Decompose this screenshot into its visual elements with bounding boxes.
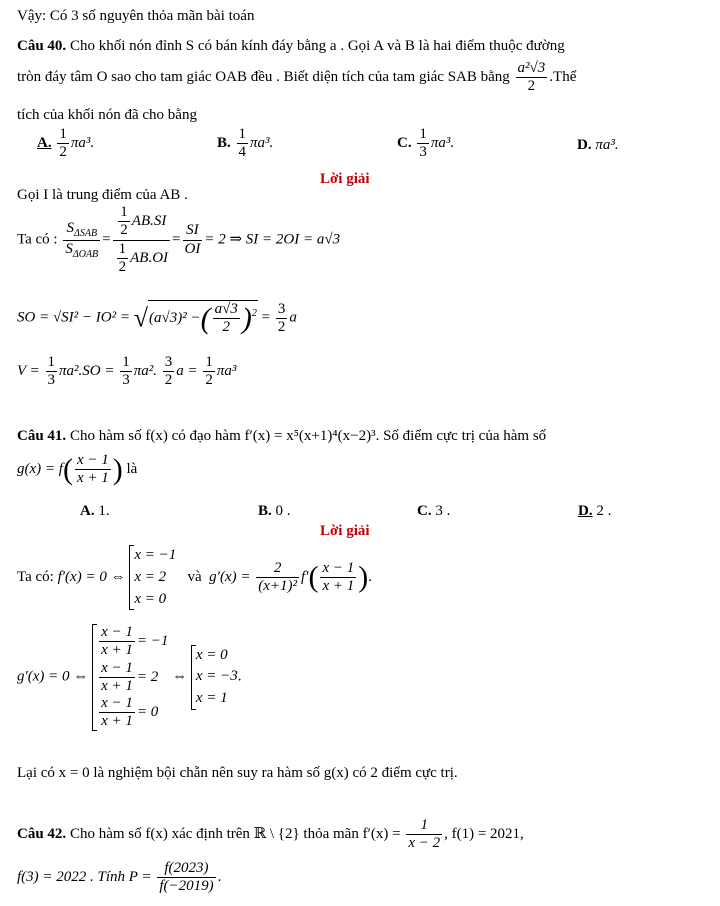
- root-system: [129, 545, 176, 610]
- question-42-text-1-tail: , f(1) = 2021,: [444, 826, 524, 843]
- option-41-b: [258, 502, 291, 520]
- oi: OI: [184, 240, 201, 257]
- g-pre: g(x) = f: [17, 461, 63, 478]
- gp-f: f′: [301, 569, 309, 586]
- option-letter: B.: [217, 135, 231, 152]
- so-tail-num: 3: [276, 301, 288, 319]
- half-den: 2: [118, 258, 127, 275]
- option-letter: C.: [417, 503, 432, 519]
- g-den: x + 1: [101, 713, 133, 730]
- root: x = 0: [134, 590, 167, 607]
- ta-co-label: Ta có:: [17, 569, 54, 586]
- p-den: f(−2019): [159, 878, 214, 895]
- gprime-system-line: g′(x) = 0 ⇔ $\frac{x - 1}{x + 1}$ = −1 $\frac{x - 1}{x + 1}$ = 2 $\frac{x - 1}{x + 1}$ = 0 ⇔ x = 0 x = −3 x = 1 .: [17, 624, 242, 730]
- frac-den: 3: [122, 372, 130, 389]
- so-tail-den: 2: [277, 318, 286, 335]
- solution-system: [191, 645, 238, 710]
- frac-num: 1: [46, 354, 58, 372]
- s-sab-sub: ΔSAB: [73, 228, 98, 239]
- area-ratio: [63, 220, 100, 260]
- question-42-text-1: Cho hàm số f(x) xác định trên ℝ \ {2} thỏa mãn f′(x) =: [69, 826, 401, 843]
- question-41-conclusion: Lại có x = 0 là nghiệm bội chẵn nên suy ra hàm số g(x) có 2 điểm cực trị.: [17, 765, 458, 781]
- fprime-system-line: Ta có: f′(x) = 0 ⇔ x = −1 x = 2 x = 0 và g′(x) = $\frac{2}{\text{(x+1)²}}$ f′( $\frac{x - 1}{x + 1}$ ).: [17, 545, 372, 610]
- option-letter: C.: [397, 135, 412, 152]
- question-40-line-2: [17, 60, 576, 96]
- frac-num: 1: [120, 354, 132, 372]
- question-40-text-2: tròn đáy tâm O sao cho tam giác OAB đều . Biết diện tích của tam giác SAB bằng: [17, 69, 510, 86]
- gp-num: 2: [256, 560, 299, 578]
- frac-den: 3: [47, 372, 56, 389]
- gprime-zero: g′(x) = 0 ⇔: [17, 668, 89, 685]
- half-den: 2: [120, 222, 128, 239]
- question-41-line-2: g(x) = f( $\frac{x - 1}{x + 1}$ ) là: [17, 452, 138, 487]
- so-pre: SO = √SI² − IO² =: [17, 309, 130, 326]
- and-word: và: [187, 569, 202, 586]
- g-num: x − 1: [99, 660, 135, 678]
- option-letter: A.: [37, 135, 52, 152]
- option-text: 2 .: [596, 503, 612, 519]
- option-tail: πa³.: [250, 135, 274, 152]
- question-40-label: Câu 40.: [17, 38, 67, 54]
- si-oi-ratio: [183, 222, 203, 258]
- solution-title-41: Lời giải: [320, 523, 370, 539]
- s-sab: S: [66, 220, 74, 236]
- g-num: x − 1: [99, 695, 135, 713]
- half-product-ratio: [113, 204, 170, 276]
- so-frac-num: a√3: [213, 301, 240, 319]
- option-den: 4: [238, 144, 247, 161]
- option-40-d: [577, 136, 619, 154]
- option-40-b: [217, 126, 273, 162]
- frac-den: 2: [205, 372, 213, 389]
- si-result: = 2 ⇒ SI = 2OI = a√3: [204, 231, 341, 248]
- option-letter: D.: [578, 503, 593, 519]
- half-num: 1: [118, 204, 130, 222]
- option-41-d: [578, 502, 611, 520]
- option-num: 1: [417, 126, 429, 144]
- option-tail: πa³.: [70, 135, 95, 152]
- gp-den: (x+1)²: [258, 578, 297, 595]
- question-42-label: Câu 42.: [17, 826, 67, 843]
- root: x = 2: [134, 568, 167, 585]
- frac-num: 1: [203, 354, 215, 372]
- option-40-a: [37, 126, 94, 162]
- ta-co-label: Ta có :: [17, 231, 58, 248]
- s-oab: S: [65, 240, 73, 257]
- question-40-line-1: [17, 37, 565, 55]
- solution-title-40: Lời giải: [320, 171, 370, 187]
- p-num: f(2023): [157, 860, 215, 878]
- question-40-text-2-tail: .Thể: [549, 69, 577, 86]
- area-numerator: a²√3: [516, 60, 548, 78]
- g-num: x − 1: [75, 452, 111, 470]
- sys-val: = −1: [136, 633, 169, 650]
- root: x = 1: [195, 690, 228, 707]
- question-42-line-1: [17, 817, 524, 853]
- frac-num: 3: [163, 354, 175, 372]
- s-oab-sub: ΔOAB: [72, 248, 99, 260]
- root: x = −3: [195, 668, 238, 685]
- question-42-line-2: [17, 860, 221, 896]
- ab-oi: AB.OI: [130, 249, 169, 266]
- si: SI: [183, 222, 203, 240]
- v-d: πa³: [216, 363, 237, 380]
- root: x = −1: [134, 547, 177, 563]
- option-text: 3 .: [435, 503, 451, 519]
- fp-num: 1: [406, 817, 442, 835]
- question-42-text-2-tail: .: [217, 869, 222, 886]
- option-text: 0 .: [275, 503, 291, 519]
- g-den: x + 1: [101, 677, 133, 694]
- option-tail: πa³.: [595, 137, 619, 153]
- g-num: x − 1: [320, 560, 356, 578]
- g-num: x − 1: [99, 624, 135, 642]
- sys-val: = 0: [136, 704, 159, 721]
- option-num: 1: [237, 126, 249, 144]
- option-num: 1: [57, 126, 69, 144]
- previous-answer-line: Vậy: Có 3 số nguyên thỏa mãn bài toán: [17, 8, 255, 24]
- v-a: πa².SO =: [59, 363, 115, 380]
- root: x = 0: [195, 646, 228, 663]
- v-pre: V =: [17, 363, 40, 380]
- volume-equation: [17, 354, 236, 390]
- frac-den: 2: [164, 372, 173, 389]
- option-letter: D.: [577, 137, 592, 153]
- g-den: x + 1: [76, 470, 109, 487]
- gprime-def: g′(x) =: [209, 569, 251, 586]
- so-equation: SO = √SI² − IO² = √(a√3)² −( $\frac{a√3}{2}$ )$^2$ = $\frac{3}{2}$ a: [17, 300, 297, 336]
- option-41-c: [417, 502, 450, 520]
- question-42-text-2: f(3) = 2022 . Tính P =: [17, 869, 152, 886]
- question-40-line-3: tích của khối nón đã cho bằng: [17, 107, 197, 123]
- option-41-a: [80, 502, 110, 520]
- option-den: 2: [59, 144, 67, 161]
- g-post: là: [126, 461, 138, 478]
- question-41-text-1: Cho hàm số f(x) có đạo hàm f′(x) = x⁵(x+1)⁴(x−2)³. Số điểm cực trị của hàm số: [69, 428, 547, 444]
- question-41-label: Câu 41.: [17, 428, 67, 444]
- g-den: x + 1: [322, 578, 355, 595]
- option-letter: A.: [80, 503, 95, 519]
- area-fraction: [516, 60, 548, 96]
- option-tail: πa³.: [430, 135, 455, 152]
- fp-den: x − 2: [408, 835, 441, 852]
- solution-40-line-1: Gọi I là trung điểm của AB .: [17, 187, 188, 203]
- sys-val: = 2: [136, 668, 159, 685]
- fprime-zero: f′(x) = 0 ⇔: [57, 569, 126, 586]
- area-denominator: 2: [527, 78, 536, 95]
- so-frac-den: 2: [222, 319, 230, 336]
- option-letter: B.: [258, 503, 272, 519]
- option-text: 1.: [98, 503, 110, 519]
- area-ratio-equation: Ta có : $\frac{S_{\Delta SAB}}{S_{\Delta OAB}}$ = $\frac{1}{2}$ AB.SI $\frac{1}{2}$ AB.OI = $\frac{SI}{OI}$ = 2 ⇒ SI = 2OI = a√3: [17, 204, 341, 275]
- v-c: a =: [176, 363, 198, 380]
- so-inner: (a√3)² −: [149, 310, 201, 327]
- fraction-system: [92, 624, 168, 731]
- half-num: 1: [117, 241, 129, 259]
- option-den: 3: [419, 144, 427, 161]
- v-b: πa².: [133, 363, 157, 380]
- g-den: x + 1: [101, 642, 133, 659]
- ab-si: AB.SI: [131, 213, 167, 230]
- question-41-line-1: [17, 427, 546, 445]
- option-40-c: [397, 126, 454, 162]
- question-40-text-1: Cho khối nón đỉnh S có bán kính đáy bằng a . Gọi A và B là hai điểm thuộc đường: [69, 38, 565, 54]
